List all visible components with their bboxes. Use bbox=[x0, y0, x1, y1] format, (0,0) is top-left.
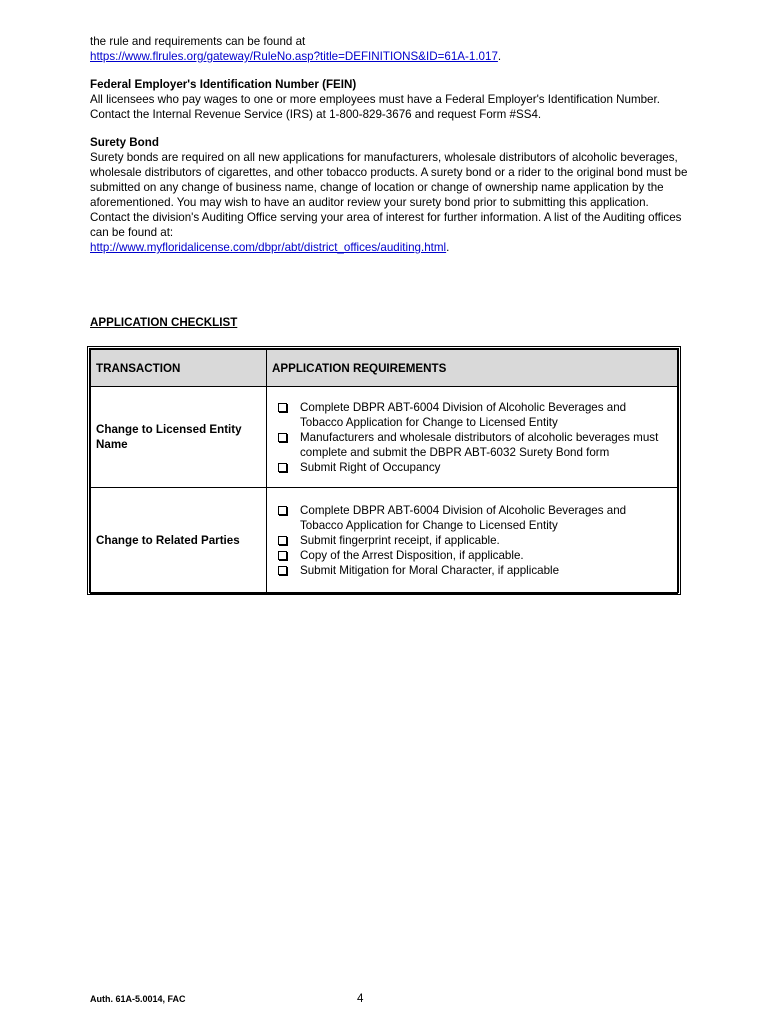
surety-suffix: . bbox=[446, 241, 450, 254]
surety-heading: Surety Bond bbox=[90, 136, 159, 149]
checkbox-icon[interactable] bbox=[278, 536, 287, 545]
checkbox-icon[interactable] bbox=[278, 506, 287, 515]
requirement-item: Manufacturers and wholesale distributors of alcoholic beverages must complete and submit the DBPR ABT-6032 Surety Bond form bbox=[272, 430, 672, 460]
page-number: 4 bbox=[357, 992, 364, 1005]
requirements-cell bbox=[267, 488, 678, 594]
transaction-label: Change to Licensed Entity Name bbox=[96, 423, 242, 451]
document-body bbox=[90, 34, 690, 255]
table-row bbox=[91, 488, 678, 594]
transaction-label: Change to Related Parties bbox=[96, 534, 240, 547]
intro-line: the rule and requirements can be found at bbox=[90, 35, 306, 48]
table-row bbox=[91, 387, 678, 488]
checkbox-icon[interactable] bbox=[278, 403, 287, 412]
intro-suffix: . bbox=[497, 50, 502, 63]
requirements-cell bbox=[267, 387, 678, 488]
transaction-cell bbox=[91, 488, 267, 594]
transaction-cell bbox=[91, 387, 267, 488]
checklist-table bbox=[87, 346, 681, 595]
header-transaction: TRANSACTION bbox=[91, 350, 267, 387]
requirement-item: Complete DBPR ABT-6004 Division of Alcoholic Beverages and Tobacco Application for Change to Licensed Entity bbox=[272, 503, 672, 533]
requirements-list bbox=[272, 400, 672, 475]
footer-authority: Auth. 61A-5.0014, FAC bbox=[90, 994, 186, 1004]
table-header-row bbox=[91, 350, 678, 387]
requirement-item: Complete DBPR ABT-6004 Division of Alcoholic Beverages and Tobacco Application for Change to Licensed Entity bbox=[272, 400, 672, 430]
requirement-item: Submit Mitigation for Moral Character, if applicable bbox=[272, 563, 672, 578]
header-requirements: APPLICATION REQUIREMENTS bbox=[267, 350, 678, 387]
checklist-title: APPLICATION CHECKLIST bbox=[90, 316, 238, 329]
checkbox-icon[interactable] bbox=[278, 433, 287, 442]
checkbox-icon[interactable] bbox=[278, 551, 287, 560]
requirements-list bbox=[272, 503, 672, 578]
checkbox-icon[interactable] bbox=[278, 566, 287, 575]
intro-text bbox=[90, 34, 690, 64]
fein-heading: Federal Employer's Identification Number (FEIN) bbox=[90, 78, 357, 91]
fein-body: All licensees who pay wages to one or more employees must have a Federal Employer's Identification Number. Contact the Internal Revenue Service (IRS) at 1-800-829-3676 and request Form #SS4. bbox=[90, 93, 660, 121]
surety-body-text: Surety bonds are required on all new applications for manufacturers, wholesale distributors of alcoholic beverages, wholesale distributors of cigarettes, and other tobacco products. A surety bond or a rider to the original bond must be submitted on any change of business name, change of location or change of ownership name application by the aforementioned. You may wish to have an auditor review your surety bond prior to submitting this application. Contact the division's Auditing Office serving your area of interest for further information. A list of the Auditing offices can be found at: bbox=[90, 151, 688, 239]
surety-section bbox=[90, 135, 690, 255]
requirement-item: Copy of the Arrest Disposition, if applicable. bbox=[272, 548, 672, 563]
surety-body bbox=[90, 150, 690, 255]
fein-section bbox=[90, 77, 690, 122]
requirement-item: Submit fingerprint receipt, if applicable. bbox=[272, 533, 672, 548]
checkbox-icon[interactable] bbox=[278, 463, 287, 472]
requirement-item: Submit Right of Occupancy bbox=[272, 460, 672, 475]
rules-link[interactable]: https://www.flrules.org/gateway/RuleNo.asp?title=DEFINITIONS&ID=61A-1.017 bbox=[90, 50, 498, 63]
auditing-offices-link[interactable]: http://www.myfloridalicense.com/dbpr/abt/district_offices/auditing.html bbox=[90, 241, 447, 254]
